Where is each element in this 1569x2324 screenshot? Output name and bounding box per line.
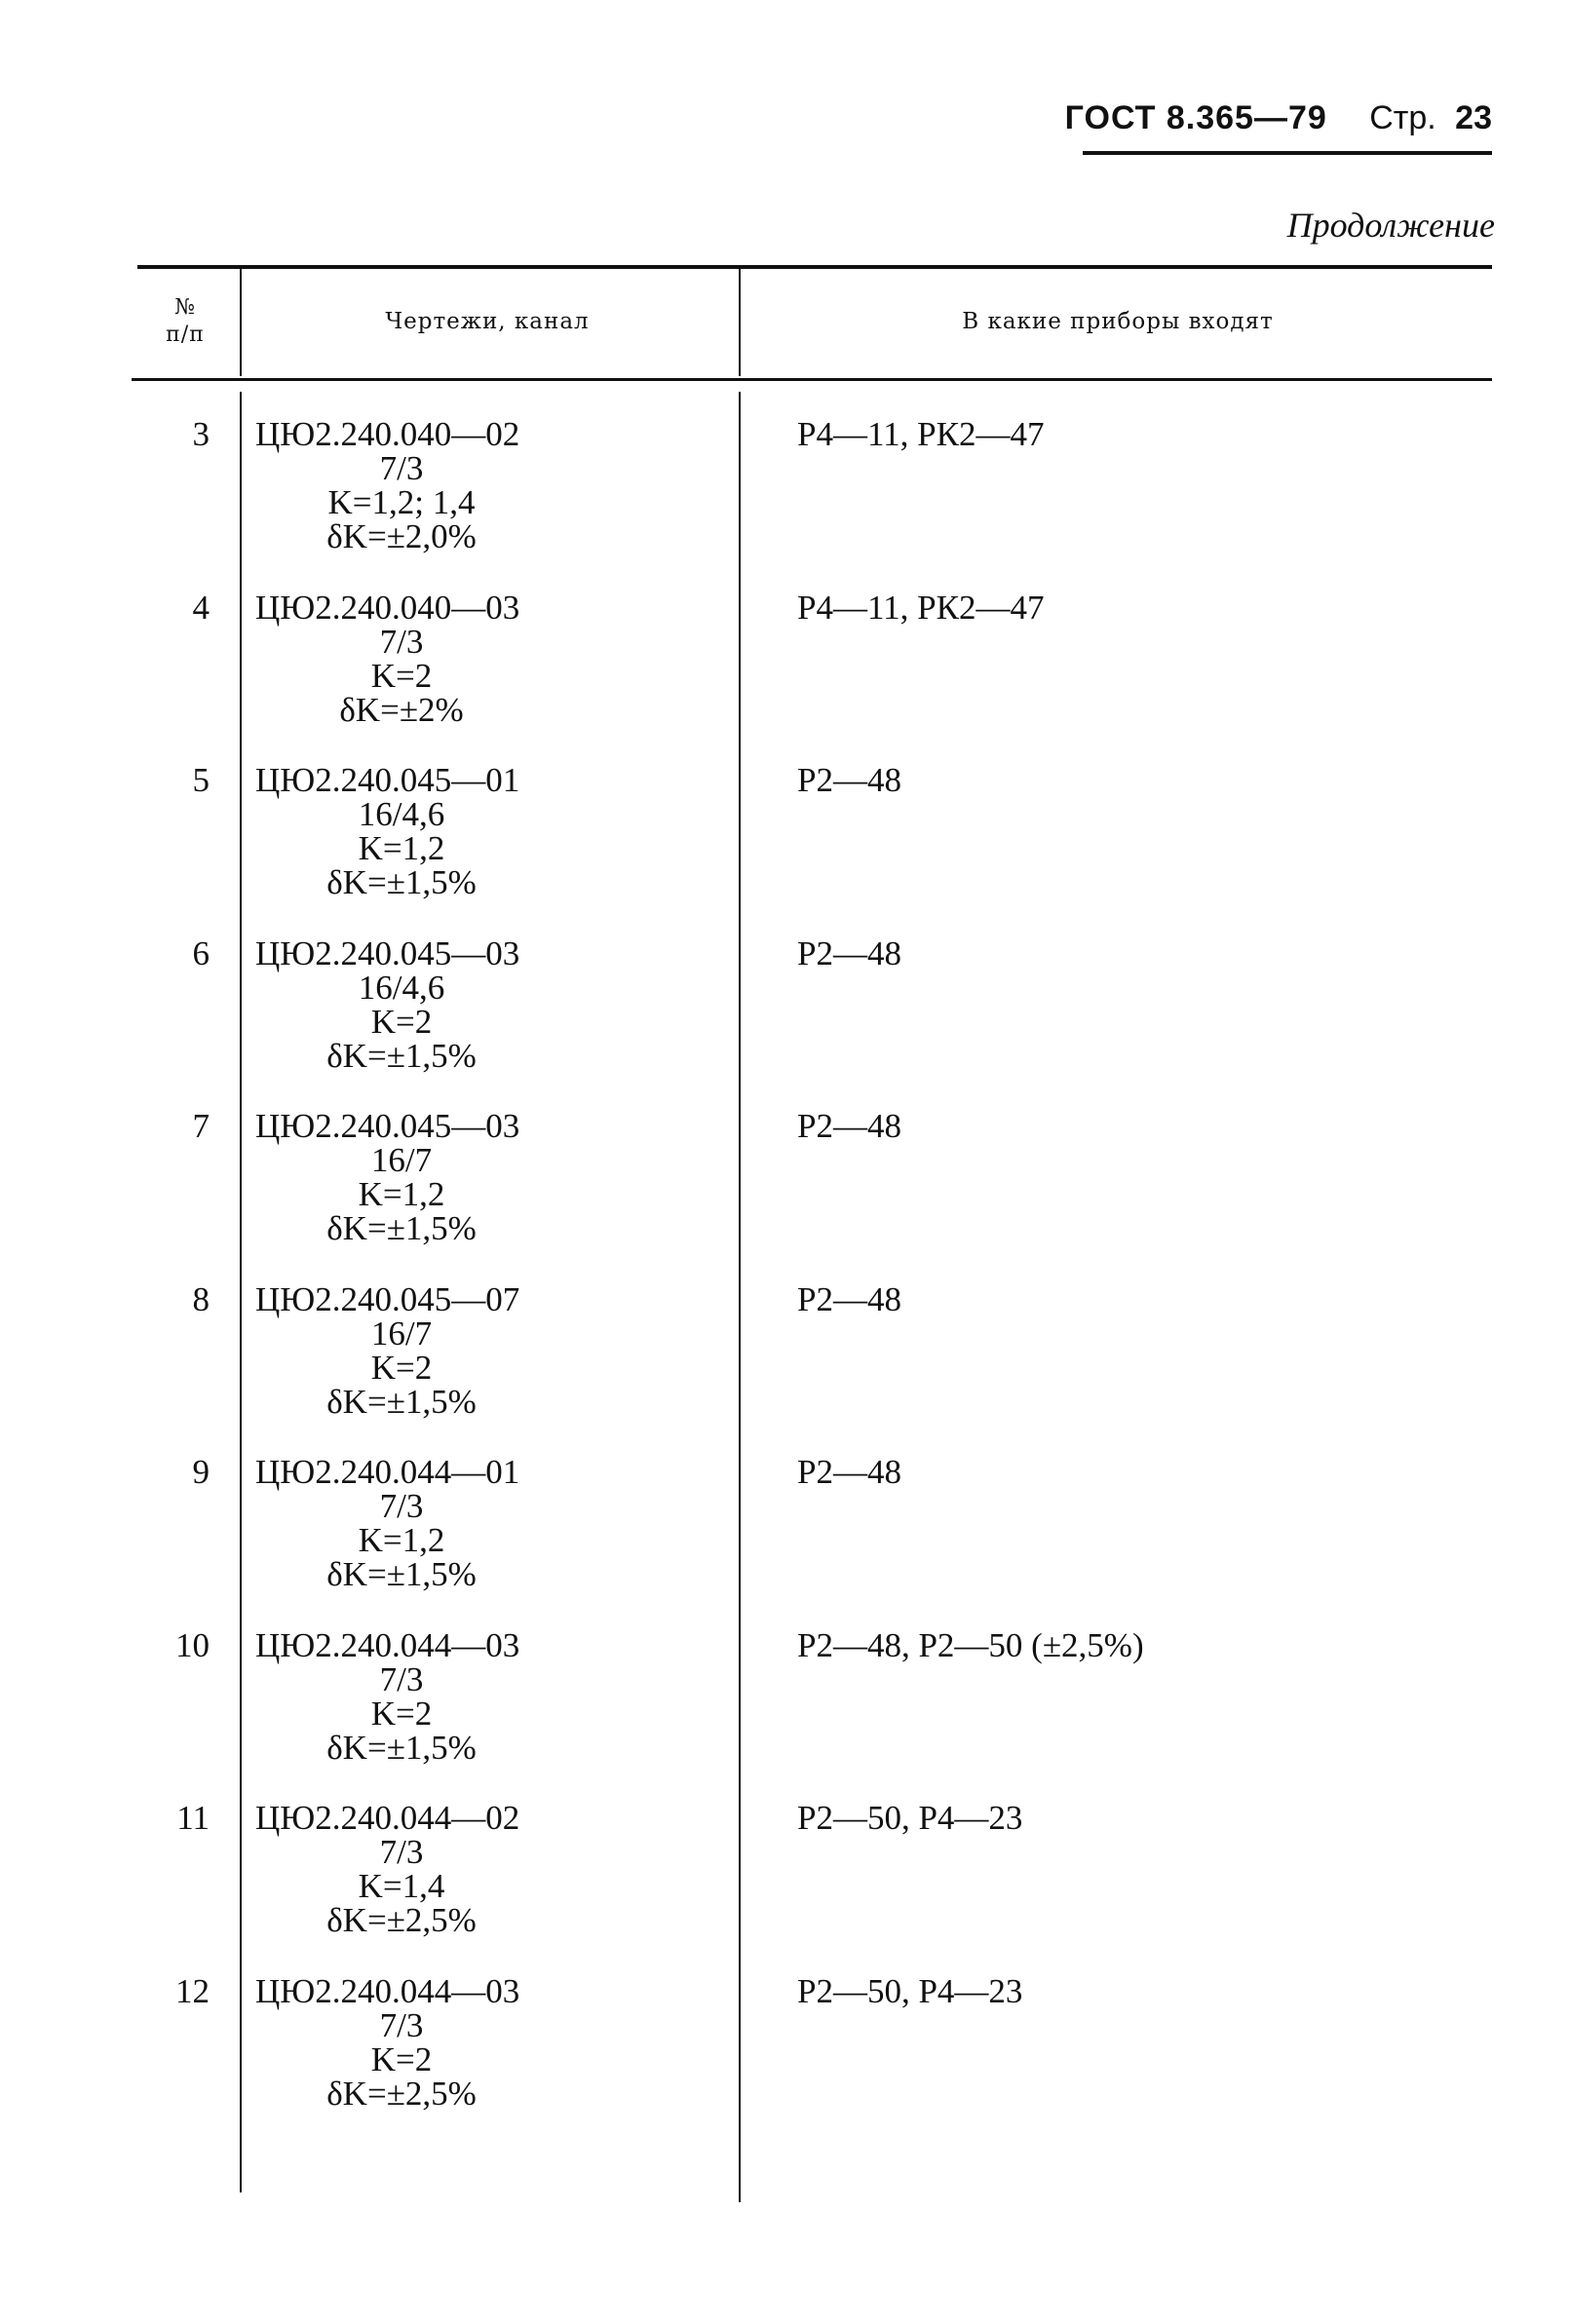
devices-cell: Р2—48 [797, 761, 901, 799]
row-number: 9 [192, 1453, 210, 1491]
channel-size: 7/3 [379, 1659, 424, 1698]
drawing-code: ЦЮ2.240.040—02 [255, 415, 520, 453]
drawing-cell [255, 588, 548, 729]
page-number: 23 [1455, 99, 1492, 136]
drawing-code: ЦЮ2.240.045—03 [255, 1107, 520, 1145]
column-divider [739, 269, 741, 376]
coefficient-k: K=2 [370, 656, 433, 695]
row-number: 11 [176, 1799, 210, 1837]
drawing-code: ЦЮ2.240.044—03 [255, 1625, 520, 1664]
coefficient-error: δK=±1,5% [326, 1382, 477, 1421]
channel-size: 7/3 [379, 2005, 424, 2044]
coefficient-error: δK=±1,5% [326, 1728, 477, 1767]
devices-cell: Р2—48 [797, 933, 901, 972]
devices-cell: Р2—48 [797, 1107, 901, 1145]
column-header-number-symbol: № [174, 295, 196, 320]
table-row [0, 933, 1569, 1108]
row-number: 7 [192, 1107, 210, 1145]
channel-size: 16/4,6 [358, 968, 445, 1007]
table-row [0, 1279, 1569, 1454]
column-header-number [136, 294, 234, 349]
drawing-code: ЦЮ2.240.045—03 [255, 933, 520, 972]
table-row [0, 1109, 1569, 1280]
devices-cell: Р2—50, Р4—23 [797, 1971, 1023, 2010]
row-number: 6 [192, 933, 210, 972]
coefficient-error: δK=±2% [339, 690, 464, 729]
page-label: Стр. [1369, 99, 1436, 136]
column-header-drawing: Чертежи, канал [385, 309, 590, 334]
table-row [0, 1455, 1569, 1626]
drawing-code: ЦЮ2.240.044—02 [255, 1799, 520, 1837]
coefficient-k: K=1,4 [358, 1867, 445, 1905]
continuation-label: Продолжение [1286, 206, 1495, 245]
channel-size: 7/3 [379, 1833, 424, 1871]
drawing-cell [255, 1625, 548, 1767]
document-id: ГОСТ 8.365—79 [1064, 99, 1327, 136]
coefficient-k: K=1,2 [358, 829, 445, 867]
coefficient-error: δK=±2,5% [326, 1901, 477, 1939]
coefficient-k: K=2 [370, 1348, 433, 1387]
channel-size: 7/3 [379, 622, 424, 661]
table-row [0, 1801, 1569, 1972]
devices-cell: Р2—48 [797, 1279, 901, 1318]
table-row [0, 1971, 1569, 2146]
channel-size: 7/3 [379, 449, 424, 487]
devices-cell: Р4—11, РК2—47 [797, 415, 1045, 453]
table-row [0, 1625, 1569, 1800]
drawing-code: ЦЮ2.240.040—03 [255, 588, 520, 627]
row-number: 5 [192, 761, 210, 799]
row-number: 4 [192, 588, 210, 627]
devices-cell: Р2—48, Р2—50 (±2,5%) [797, 1625, 1144, 1664]
table-top-rule [137, 265, 1492, 269]
channel-size: 16/4,6 [358, 795, 445, 833]
table-row [0, 417, 1569, 589]
channel-size: 7/3 [379, 1487, 424, 1525]
drawing-cell [255, 1279, 548, 1421]
coefficient-error: δK=±1,5% [326, 1555, 477, 1593]
channel-size: 16/7 [370, 1314, 433, 1352]
drawing-code: ЦЮ2.240.044—03 [255, 1971, 520, 2010]
coefficient-error: δK=±1,5% [326, 863, 477, 901]
drawing-code: ЦЮ2.240.045—01 [255, 761, 520, 799]
row-number: 8 [192, 1279, 210, 1318]
coefficient-error: δK=±2,0% [326, 517, 477, 555]
devices-cell: Р4—11, РК2—47 [797, 588, 1045, 627]
drawing-cell [255, 1455, 548, 1591]
coefficient-k: K=2 [370, 2039, 433, 2078]
coefficient-k: K=1,2; 1,4 [327, 483, 476, 521]
coefficient-k: K=1,2 [358, 1175, 445, 1213]
row-number: 10 [175, 1625, 210, 1664]
column-header-number-label: п/п [166, 323, 205, 347]
drawing-cell [255, 1801, 548, 1937]
coefficient-k: K=1,2 [358, 1521, 445, 1559]
drawing-cell [255, 1109, 548, 1245]
row-number: 3 [192, 415, 210, 453]
coefficient-k: K=2 [370, 1694, 433, 1733]
table-header-rule [132, 378, 1492, 381]
row-number: 12 [175, 1971, 210, 2010]
drawing-code: ЦЮ2.240.044—01 [255, 1453, 520, 1491]
table-row [0, 588, 1569, 762]
page-header [1065, 99, 1492, 137]
coefficient-error: δK=±1,5% [326, 1036, 477, 1075]
drawing-cell [255, 1971, 548, 2113]
drawing-cell [255, 933, 548, 1075]
table-row [0, 763, 1569, 934]
channel-size: 16/7 [370, 1141, 433, 1179]
coefficient-error: δK=±2,5% [326, 2074, 477, 2113]
coefficient-k: K=2 [370, 1002, 433, 1041]
column-divider [240, 269, 242, 376]
header-underline [1083, 151, 1492, 155]
drawing-cell [255, 417, 548, 553]
drawing-code: ЦЮ2.240.045—07 [255, 1279, 520, 1318]
devices-cell: Р2—48 [797, 1453, 901, 1491]
coefficient-error: δK=±1,5% [326, 1209, 477, 1247]
devices-cell: Р2—50, Р4—23 [797, 1799, 1023, 1837]
column-header-devices: В какие приборы входят [962, 309, 1274, 334]
drawing-cell [255, 763, 548, 899]
